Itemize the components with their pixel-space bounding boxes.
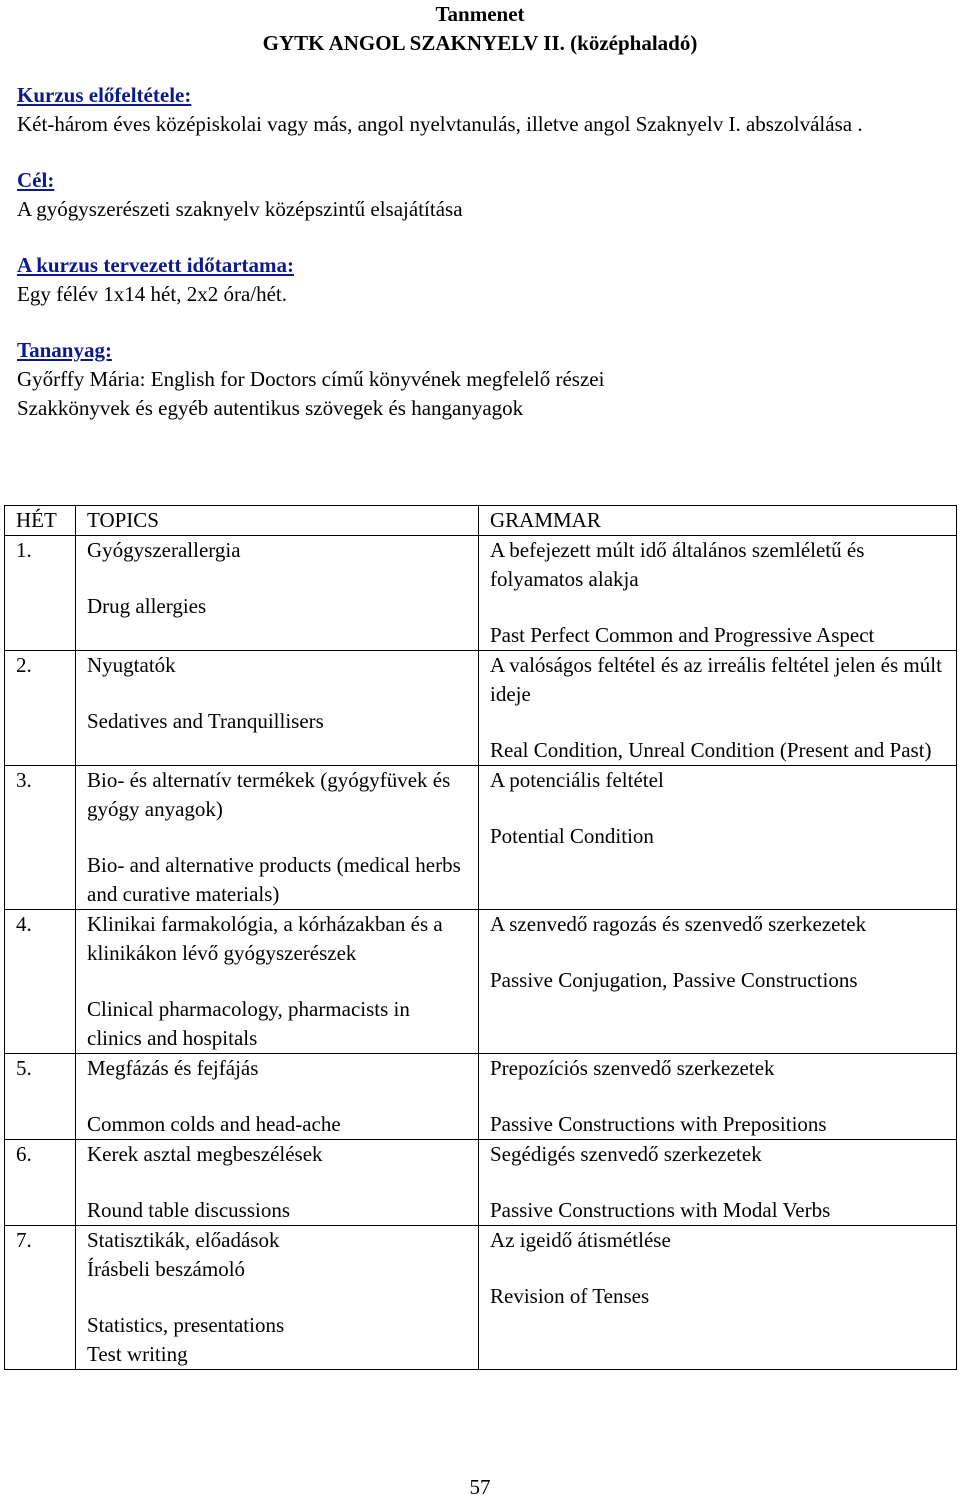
grammar-hungarian: A valóságos feltétel és az irreális feltétel jelen és múlt ideje bbox=[490, 653, 942, 706]
grammar-cell bbox=[479, 651, 957, 766]
grammar-english: Passive Constructions with Prepositions bbox=[490, 1112, 827, 1136]
topic-english: Bio- and alternative products (medical herbs and curative materials) bbox=[87, 853, 461, 906]
topic-hungarian: Megfázás és fejfájás bbox=[87, 1056, 259, 1080]
week-cell bbox=[5, 910, 76, 1054]
topic-english: Statistics, presentations Test writing bbox=[87, 1313, 285, 1366]
header-topics: TOPICS bbox=[76, 506, 479, 536]
course-info bbox=[17, 81, 942, 423]
grammar-cell bbox=[479, 766, 957, 910]
topic-cell bbox=[76, 1226, 479, 1370]
week-cell bbox=[5, 1054, 76, 1140]
topic-english: Drug allergies bbox=[87, 594, 207, 618]
section-body: Egy félév 1x14 hét, 2x2 óra/hét. bbox=[17, 282, 288, 306]
section-body: Szakkönyvek és egyéb autentikus szövegek és hanganyagok bbox=[17, 396, 524, 420]
topic-hungarian: Kerek asztal megbeszélések bbox=[87, 1142, 323, 1166]
topic-cell bbox=[76, 1054, 479, 1140]
document-subtitle: GYTK ANGOL SZAKNYELV II. (középhaladó) bbox=[262, 31, 698, 55]
page-number: 57 bbox=[469, 1475, 491, 1499]
grammar-hungarian: Segédigés szenvedő szerkezetek bbox=[490, 1142, 762, 1166]
grammar-english: Past Perfect Common and Progressive Aspect bbox=[490, 623, 875, 647]
topic-cell bbox=[76, 651, 479, 766]
section-title: A kurzus tervezett időtartama: bbox=[17, 253, 294, 277]
table-row bbox=[5, 1054, 957, 1140]
grammar-english: Potential Condition bbox=[490, 824, 654, 848]
document-title: Tanmenet bbox=[435, 2, 525, 26]
topic-cell bbox=[76, 910, 479, 1054]
topic-hungarian: Nyugtatók bbox=[87, 653, 176, 677]
grammar-english: Real Condition, Unreal Condition (Present and Past) bbox=[490, 738, 932, 762]
grammar-cell bbox=[479, 910, 957, 1054]
table-row bbox=[5, 910, 957, 1054]
grammar-hungarian: A szenvedő ragozás és szenvedő szerkezetek bbox=[490, 912, 867, 936]
section-goal bbox=[17, 166, 942, 224]
topic-cell bbox=[76, 766, 479, 910]
section-prerequisite bbox=[17, 81, 942, 139]
grammar-cell bbox=[479, 1054, 957, 1140]
week-cell bbox=[5, 766, 76, 910]
grammar-english: Passive Conjugation, Passive Constructions bbox=[490, 968, 858, 992]
section-title: Kurzus előfeltétele: bbox=[17, 83, 192, 107]
grammar-hungarian: A befejezett múlt idő általános szemléletű és folyamatos alakja bbox=[490, 538, 865, 591]
week-number: 1. bbox=[16, 538, 32, 562]
header-grammar: GRAMMAR bbox=[479, 506, 957, 536]
header-week: HÉT bbox=[5, 506, 76, 536]
grammar-cell bbox=[479, 1140, 957, 1226]
section-body: Győrffy Mária: English for Doctors című könyvének megfelelő részei bbox=[17, 367, 605, 391]
week-cell bbox=[5, 1140, 76, 1226]
grammar-cell bbox=[479, 1226, 957, 1370]
topic-hungarian: Statisztikák, előadások Írásbeli beszámoló bbox=[87, 1228, 280, 1281]
grammar-english: Passive Constructions with Modal Verbs bbox=[490, 1198, 831, 1222]
syllabus-table bbox=[4, 505, 957, 1370]
topic-english: Round table discussions bbox=[87, 1198, 290, 1222]
week-number: 6. bbox=[16, 1142, 32, 1166]
section-body: Két-három éves középiskolai vagy más, angol nyelvtanulás, illetve angol Szaknyelv I. abszolválása . bbox=[17, 112, 863, 136]
week-cell bbox=[5, 1226, 76, 1370]
section-title: Cél: bbox=[17, 168, 55, 192]
section-duration bbox=[17, 251, 942, 309]
topic-hungarian: Gyógyszerallergia bbox=[87, 538, 241, 562]
week-number: 5. bbox=[16, 1056, 32, 1080]
grammar-english: Revision of Tenses bbox=[490, 1284, 650, 1308]
topic-cell bbox=[76, 1140, 479, 1226]
table-header-row bbox=[5, 506, 957, 536]
table-row bbox=[5, 1226, 957, 1370]
section-title: Tananyag: bbox=[17, 338, 112, 362]
week-number: 2. bbox=[16, 653, 32, 677]
table-row bbox=[5, 651, 957, 766]
grammar-hungarian: Prepozíciós szenvedő szerkezetek bbox=[490, 1056, 775, 1080]
table-row bbox=[5, 536, 957, 651]
section-body: A gyógyszerészeti szaknyelv középszintű elsajátítása bbox=[17, 197, 463, 221]
table-row bbox=[5, 1140, 957, 1226]
topic-english: Sedatives and Tranquillisers bbox=[87, 709, 324, 733]
topic-hungarian: Bio- és alternatív termékek (gyógyfüvek és gyógy anyagok) bbox=[87, 768, 451, 821]
table-row bbox=[5, 766, 957, 910]
topic-english: Clinical pharmacology, pharmacists in clinics and hospitals bbox=[87, 997, 410, 1050]
grammar-hungarian: A potenciális feltétel bbox=[490, 768, 664, 792]
topic-cell bbox=[76, 536, 479, 651]
section-material bbox=[17, 336, 942, 423]
week-number: 4. bbox=[16, 912, 32, 936]
week-cell bbox=[5, 536, 76, 651]
topic-english: Common colds and head-ache bbox=[87, 1112, 341, 1136]
week-cell bbox=[5, 651, 76, 766]
grammar-hungarian: Az igeidő átismétlése bbox=[490, 1228, 671, 1252]
topic-hungarian: Klinikai farmakológia, a kórházakban és a klinikákon lévő gyógyszerészek bbox=[87, 912, 443, 965]
grammar-cell bbox=[479, 536, 957, 651]
week-number: 7. bbox=[16, 1228, 32, 1252]
week-number: 3. bbox=[16, 768, 32, 792]
document-header bbox=[0, 0, 960, 58]
